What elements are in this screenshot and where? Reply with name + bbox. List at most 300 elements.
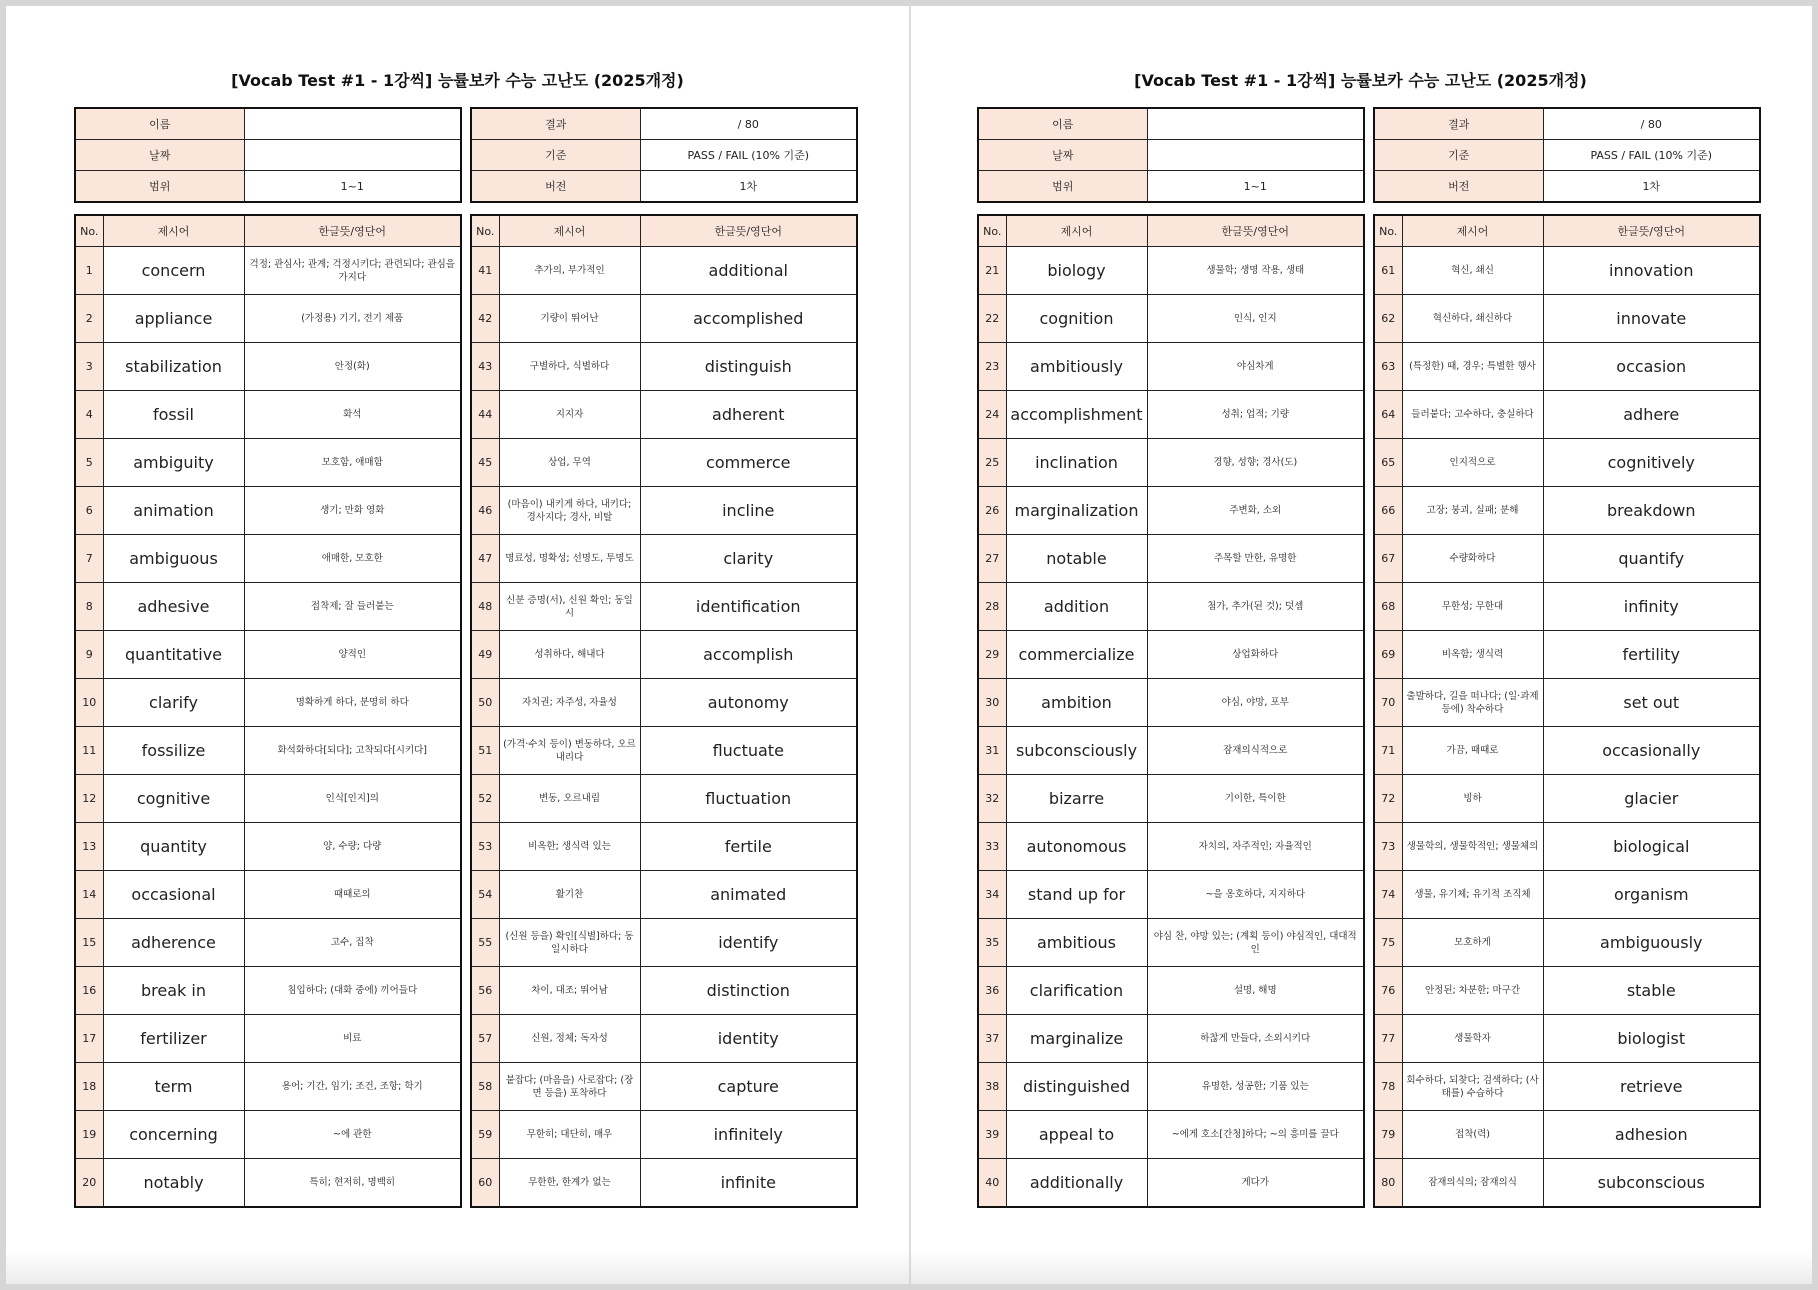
- row-number: 22: [978, 295, 1006, 343]
- table-row: [978, 1063, 1364, 1111]
- prompt-meaning: 모호하게: [1402, 919, 1543, 967]
- range-value: 1~1: [244, 171, 461, 203]
- row-number: 27: [978, 535, 1006, 583]
- row-number: 68: [1374, 583, 1402, 631]
- table-row: [1374, 1159, 1760, 1208]
- version-value: 1차: [640, 171, 857, 203]
- date-label: 날짜: [978, 140, 1147, 171]
- range-value: 1~1: [1147, 171, 1364, 203]
- page-right: [909, 6, 1812, 1284]
- table-row: [978, 919, 1364, 967]
- row-number: 64: [1374, 391, 1402, 439]
- table-row: [978, 535, 1364, 583]
- table-row: [75, 343, 461, 391]
- table-row: [471, 391, 857, 439]
- prompt-meaning: 가끔, 때때로: [1402, 727, 1543, 775]
- prompt-meaning: 수량화하다: [1402, 535, 1543, 583]
- answer-meaning: 화석: [244, 391, 461, 439]
- answer-word: ambiguously: [1543, 919, 1760, 967]
- prompt-word: ambition: [1006, 679, 1147, 727]
- answer-meaning: 걱정; 관심사; 관계; 걱정시키다; 관련되다; 관심을 가지다: [244, 247, 461, 295]
- version-value: 1차: [1543, 171, 1760, 203]
- answer-meaning: ~에 관한: [244, 1111, 461, 1159]
- answer-meaning: 양, 수량; 다량: [244, 823, 461, 871]
- header-answer: 한글뜻/영단어: [1543, 215, 1760, 247]
- answer-meaning: 인식, 인지: [1147, 295, 1364, 343]
- row-number: 70: [1374, 679, 1402, 727]
- prompt-meaning: 비옥한; 생식력 있는: [499, 823, 640, 871]
- prompt-word: stabilization: [103, 343, 244, 391]
- row-number: 14: [75, 871, 103, 919]
- row-number: 26: [978, 487, 1006, 535]
- row-number: 5: [75, 439, 103, 487]
- answer-meaning: 주변화, 소외: [1147, 487, 1364, 535]
- prompt-meaning: 회수하다, 되찾다; 검색하다; (사태를) 수습하다: [1402, 1063, 1543, 1111]
- answer-word: identification: [640, 583, 857, 631]
- prompt-word: ambitious: [1006, 919, 1147, 967]
- answer-word: clarity: [640, 535, 857, 583]
- answer-meaning: 야심, 야망, 포부: [1147, 679, 1364, 727]
- header-no: No.: [978, 215, 1006, 247]
- prompt-word: stand up for: [1006, 871, 1147, 919]
- row-number: 80: [1374, 1159, 1402, 1208]
- table-row: [75, 1063, 461, 1111]
- prompt-meaning: 무한히; 대단히, 매우: [499, 1111, 640, 1159]
- answer-meaning: 야심 찬, 야망 있는; (계획 등이) 야심적인, 대대적인: [1147, 919, 1364, 967]
- vocab-table-1-20: [74, 214, 462, 1208]
- table-row: [471, 871, 857, 919]
- row-number: 76: [1374, 967, 1402, 1015]
- answer-meaning: 유명한, 성공한; 기품 있는: [1147, 1063, 1364, 1111]
- table-row: [1374, 295, 1760, 343]
- answer-word: stable: [1543, 967, 1760, 1015]
- answer-meaning: (가정용) 기기, 전기 제품: [244, 295, 461, 343]
- row-number: 59: [471, 1111, 499, 1159]
- name-label: 이름: [75, 108, 244, 140]
- answer-meaning: 게다가: [1147, 1159, 1364, 1208]
- row-number: 24: [978, 391, 1006, 439]
- result-value: / 80: [1543, 108, 1760, 140]
- prompt-word: appliance: [103, 295, 244, 343]
- table-row: [1374, 775, 1760, 823]
- row-number: 51: [471, 727, 499, 775]
- table-row: [75, 1159, 461, 1208]
- row-number: 62: [1374, 295, 1402, 343]
- prompt-word: term: [103, 1063, 244, 1111]
- row-number: 3: [75, 343, 103, 391]
- table-row: [471, 775, 857, 823]
- answer-meaning: 자치의, 자주적인; 자율적인: [1147, 823, 1364, 871]
- prompt-word: commercialize: [1006, 631, 1147, 679]
- answer-word: innovation: [1543, 247, 1760, 295]
- row-number: 43: [471, 343, 499, 391]
- prompt-word: cognition: [1006, 295, 1147, 343]
- table-row: [978, 679, 1364, 727]
- row-number: 39: [978, 1111, 1006, 1159]
- row-number: 71: [1374, 727, 1402, 775]
- table-row: [471, 247, 857, 295]
- prompt-word: ambiguity: [103, 439, 244, 487]
- prompt-meaning: 붙잡다; (마음을) 사로잡다; (장면 등을) 포착하다: [499, 1063, 640, 1111]
- prompt-word: ambiguous: [103, 535, 244, 583]
- date-field[interactable]: [244, 140, 461, 171]
- answer-word: breakdown: [1543, 487, 1760, 535]
- answer-word: infinitely: [640, 1111, 857, 1159]
- row-number: 31: [978, 727, 1006, 775]
- row-number: 58: [471, 1063, 499, 1111]
- prompt-word: cognitive: [103, 775, 244, 823]
- row-number: 28: [978, 583, 1006, 631]
- prompt-word: clarify: [103, 679, 244, 727]
- table-row: [75, 391, 461, 439]
- prompt-meaning: 지지자: [499, 391, 640, 439]
- prompt-word: marginalize: [1006, 1015, 1147, 1063]
- page-title: [Vocab Test #1 - 1강씩] 능률보카 수능 고난도 (2025개정): [1134, 71, 1587, 90]
- name-label: 이름: [978, 108, 1147, 140]
- prompt-meaning: 들러붙다; 고수하다, 충실하다: [1402, 391, 1543, 439]
- answer-word: adherent: [640, 391, 857, 439]
- table-row: [75, 871, 461, 919]
- answer-meaning: 야심차게: [1147, 343, 1364, 391]
- result-label: 결과: [1374, 108, 1543, 140]
- prompt-meaning: 인지적으로: [1402, 439, 1543, 487]
- table-row: [471, 1015, 857, 1063]
- answer-word: additional: [640, 247, 857, 295]
- answer-word: quantify: [1543, 535, 1760, 583]
- row-number: 72: [1374, 775, 1402, 823]
- table-row: [978, 775, 1364, 823]
- row-number: 55: [471, 919, 499, 967]
- row-number: 29: [978, 631, 1006, 679]
- table-row: [1374, 871, 1760, 919]
- row-number: 44: [471, 391, 499, 439]
- row-number: 11: [75, 727, 103, 775]
- row-number: 65: [1374, 439, 1402, 487]
- result-table-left: [470, 107, 858, 203]
- answer-meaning: 기이한, 특이한: [1147, 775, 1364, 823]
- prompt-meaning: 혁신, 쇄신: [1402, 247, 1543, 295]
- answer-meaning: 설명, 해명: [1147, 967, 1364, 1015]
- prompt-meaning: 신원, 정체; 독자성: [499, 1015, 640, 1063]
- vocab-table-21-40: [977, 214, 1365, 1208]
- table-row: [471, 919, 857, 967]
- answer-meaning: 모호함, 애매함: [244, 439, 461, 487]
- table-row: [471, 967, 857, 1015]
- row-number: 1: [75, 247, 103, 295]
- table-row: [1374, 967, 1760, 1015]
- vocab-table-41-60: [470, 214, 858, 1208]
- prompt-meaning: 구별하다, 식별하다: [499, 343, 640, 391]
- answer-word: autonomy: [640, 679, 857, 727]
- result-value: / 80: [640, 108, 857, 140]
- prompt-word: bizarre: [1006, 775, 1147, 823]
- prompt-word: accomplishment: [1006, 391, 1147, 439]
- prompt-meaning: 혁신하다, 쇄신하다: [1402, 295, 1543, 343]
- prompt-word: concerning: [103, 1111, 244, 1159]
- table-row: [1374, 679, 1760, 727]
- row-number: 8: [75, 583, 103, 631]
- answer-meaning: 비료: [244, 1015, 461, 1063]
- row-number: 18: [75, 1063, 103, 1111]
- row-number: 7: [75, 535, 103, 583]
- criteria-label: 기준: [471, 140, 640, 171]
- header-answer: 한글뜻/영단어: [1147, 215, 1364, 247]
- table-row: [978, 295, 1364, 343]
- answer-word: occasion: [1543, 343, 1760, 391]
- prompt-word: quantity: [103, 823, 244, 871]
- header-prompt: 제시어: [1006, 215, 1147, 247]
- table-row: [471, 1111, 857, 1159]
- row-number: 20: [75, 1159, 103, 1208]
- prompt-meaning: 상업, 무역: [499, 439, 640, 487]
- date-label: 날짜: [75, 140, 244, 171]
- answer-word: capture: [640, 1063, 857, 1111]
- row-number: 42: [471, 295, 499, 343]
- name-field[interactable]: [1147, 108, 1364, 140]
- table-row: [75, 727, 461, 775]
- table-row: [75, 631, 461, 679]
- row-number: 75: [1374, 919, 1402, 967]
- prompt-word: adherence: [103, 919, 244, 967]
- prompt-word: autonomous: [1006, 823, 1147, 871]
- table-header-row: [978, 215, 1364, 247]
- table-row: [75, 1111, 461, 1159]
- row-number: 9: [75, 631, 103, 679]
- row-number: 67: [1374, 535, 1402, 583]
- row-number: 12: [75, 775, 103, 823]
- answer-word: organism: [1543, 871, 1760, 919]
- prompt-meaning: 무한성; 무한대: [1402, 583, 1543, 631]
- table-row: [471, 1063, 857, 1111]
- answer-word: identity: [640, 1015, 857, 1063]
- header-answer: 한글뜻/영단어: [640, 215, 857, 247]
- row-number: 19: [75, 1111, 103, 1159]
- table-row: [471, 343, 857, 391]
- row-number: 6: [75, 487, 103, 535]
- prompt-meaning: 명료성, 명확성; 선명도, 투명도: [499, 535, 640, 583]
- name-field[interactable]: [244, 108, 461, 140]
- prompt-meaning: 활기찬: [499, 871, 640, 919]
- answer-word: set out: [1543, 679, 1760, 727]
- row-number: 35: [978, 919, 1006, 967]
- answer-word: accomplished: [640, 295, 857, 343]
- table-row: [1374, 391, 1760, 439]
- header-prompt: 제시어: [1402, 215, 1543, 247]
- answer-word: infinity: [1543, 583, 1760, 631]
- version-label: 버전: [1374, 171, 1543, 203]
- row-number: 32: [978, 775, 1006, 823]
- table-row: [1374, 439, 1760, 487]
- prompt-meaning: 고장; 붕괴, 실패; 분해: [1402, 487, 1543, 535]
- prompt-meaning: (특정한) 때, 경우; 특별한 행사: [1402, 343, 1543, 391]
- answer-meaning: ~을 옹호하다, 지지하다: [1147, 871, 1364, 919]
- row-number: 10: [75, 679, 103, 727]
- answer-meaning: 첨가, 추가(된 것); 덧셈: [1147, 583, 1364, 631]
- prompt-word: fossil: [103, 391, 244, 439]
- prompt-meaning: 차이, 대조; 뛰어남: [499, 967, 640, 1015]
- answer-word: fertility: [1543, 631, 1760, 679]
- prompt-word: animation: [103, 487, 244, 535]
- row-number: 53: [471, 823, 499, 871]
- prompt-meaning: 빙하: [1402, 775, 1543, 823]
- row-number: 23: [978, 343, 1006, 391]
- prompt-word: notable: [1006, 535, 1147, 583]
- row-number: 17: [75, 1015, 103, 1063]
- table-row: [75, 823, 461, 871]
- prompt-meaning: (신원 등을) 확인[식별]하다; 동일시하다: [499, 919, 640, 967]
- table-row: [1374, 1015, 1760, 1063]
- prompt-meaning: 생물, 유기체; 유기적 조직체: [1402, 871, 1543, 919]
- answer-meaning: 경향, 성향; 경사(도): [1147, 439, 1364, 487]
- range-label: 범위: [75, 171, 244, 203]
- answer-meaning: 때때로의: [244, 871, 461, 919]
- version-label: 버전: [471, 171, 640, 203]
- table-header-row: [471, 215, 857, 247]
- row-number: 56: [471, 967, 499, 1015]
- answer-meaning: ~에게 호소[간청]하다; ~의 흥미를 끌다: [1147, 1111, 1364, 1159]
- table-header-row: [1374, 215, 1760, 247]
- row-number: 49: [471, 631, 499, 679]
- row-number: 37: [978, 1015, 1006, 1063]
- criteria-value: PASS / FAIL (10% 기준): [1543, 140, 1760, 171]
- prompt-word: subconsciously: [1006, 727, 1147, 775]
- prompt-meaning: 잠재의식의; 잠재의식: [1402, 1159, 1543, 1208]
- answer-word: fluctuation: [640, 775, 857, 823]
- prompt-word: concern: [103, 247, 244, 295]
- table-row: [978, 871, 1364, 919]
- prompt-meaning: 생물학의, 생물학적인; 생물체의: [1402, 823, 1543, 871]
- answer-meaning: 애매한, 모호한: [244, 535, 461, 583]
- table-row: [471, 631, 857, 679]
- answer-word: occasionally: [1543, 727, 1760, 775]
- prompt-meaning: (마음이) 내키게 하다, 내키다; 경사지다; 경사, 비탈: [499, 487, 640, 535]
- result-table-right: [1373, 107, 1761, 203]
- answer-word: adhere: [1543, 391, 1760, 439]
- row-number: 78: [1374, 1063, 1402, 1111]
- answer-word: fertile: [640, 823, 857, 871]
- table-row: [1374, 823, 1760, 871]
- table-row: [1374, 487, 1760, 535]
- answer-word: identify: [640, 919, 857, 967]
- table-row: [978, 487, 1364, 535]
- table-row: [978, 1159, 1364, 1208]
- row-number: 15: [75, 919, 103, 967]
- row-number: 41: [471, 247, 499, 295]
- header-answer: 한글뜻/영단어: [244, 215, 461, 247]
- answer-word: adhesion: [1543, 1111, 1760, 1159]
- vocab-table-61-80: [1373, 214, 1761, 1208]
- prompt-word: appeal to: [1006, 1111, 1147, 1159]
- criteria-label: 기준: [1374, 140, 1543, 171]
- prompt-word: distinguished: [1006, 1063, 1147, 1111]
- table-row: [75, 679, 461, 727]
- table-row: [471, 727, 857, 775]
- header-no: No.: [1374, 215, 1402, 247]
- answer-word: fluctuate: [640, 727, 857, 775]
- answer-word: innovate: [1543, 295, 1760, 343]
- table-row: [75, 967, 461, 1015]
- prompt-word: quantitative: [103, 631, 244, 679]
- row-number: 33: [978, 823, 1006, 871]
- prompt-meaning: 생물학자: [1402, 1015, 1543, 1063]
- table-row: [75, 247, 461, 295]
- table-row: [978, 247, 1364, 295]
- row-number: 66: [1374, 487, 1402, 535]
- prompt-word: biology: [1006, 247, 1147, 295]
- row-number: 46: [471, 487, 499, 535]
- row-number: 48: [471, 583, 499, 631]
- table-header-row: [75, 215, 461, 247]
- row-number: 4: [75, 391, 103, 439]
- answer-word: incline: [640, 487, 857, 535]
- answer-meaning: 고수, 집착: [244, 919, 461, 967]
- answer-word: subconscious: [1543, 1159, 1760, 1208]
- row-number: 77: [1374, 1015, 1402, 1063]
- row-number: 2: [75, 295, 103, 343]
- prompt-word: ambitiously: [1006, 343, 1147, 391]
- header-no: No.: [75, 215, 103, 247]
- table-row: [75, 583, 461, 631]
- prompt-meaning: 신분 증명(서), 신원 확인; 동일시: [499, 583, 640, 631]
- answer-word: commerce: [640, 439, 857, 487]
- answer-meaning: 생물학; 생명 작용, 생태: [1147, 247, 1364, 295]
- answer-meaning: 특히; 현저히, 명백히: [244, 1159, 461, 1208]
- table-row: [471, 583, 857, 631]
- row-number: 45: [471, 439, 499, 487]
- table-row: [1374, 343, 1760, 391]
- table-row: [75, 919, 461, 967]
- page-title: [Vocab Test #1 - 1강씩] 능률보카 수능 고난도 (2025개정): [231, 71, 684, 90]
- answer-meaning: 생기; 만화 영화: [244, 487, 461, 535]
- prompt-meaning: 기량이 뛰어난: [499, 295, 640, 343]
- date-field[interactable]: [1147, 140, 1364, 171]
- row-number: 30: [978, 679, 1006, 727]
- table-row: [1374, 919, 1760, 967]
- prompt-word: additionally: [1006, 1159, 1147, 1208]
- prompt-word: clarification: [1006, 967, 1147, 1015]
- table-row: [1374, 247, 1760, 295]
- prompt-meaning: 자치권; 자주성, 자율성: [499, 679, 640, 727]
- prompt-word: addition: [1006, 583, 1147, 631]
- row-number: 73: [1374, 823, 1402, 871]
- table-row: [75, 295, 461, 343]
- answer-word: retrieve: [1543, 1063, 1760, 1111]
- prompt-meaning: 접착(력): [1402, 1111, 1543, 1159]
- row-number: 57: [471, 1015, 499, 1063]
- row-number: 74: [1374, 871, 1402, 919]
- row-number: 54: [471, 871, 499, 919]
- table-row: [471, 1159, 857, 1208]
- table-row: [1374, 1063, 1760, 1111]
- row-number: 52: [471, 775, 499, 823]
- answer-meaning: 주목할 만한, 유명한: [1147, 535, 1364, 583]
- table-row: [978, 343, 1364, 391]
- table-row: [1374, 631, 1760, 679]
- table-row: [75, 1015, 461, 1063]
- answer-meaning: 상업화하다: [1147, 631, 1364, 679]
- answer-meaning: 침입하다; (대화 중에) 끼어들다: [244, 967, 461, 1015]
- answer-meaning: 안정(화): [244, 343, 461, 391]
- answer-meaning: 명확하게 하다, 분명히 하다: [244, 679, 461, 727]
- prompt-word: break in: [103, 967, 244, 1015]
- row-number: 61: [1374, 247, 1402, 295]
- table-row: [978, 967, 1364, 1015]
- answer-meaning: 접착제; 잘 들러붙는: [244, 583, 461, 631]
- table-row: [471, 439, 857, 487]
- prompt-meaning: 출발하다, 길을 떠나다; (일·과제 등에) 착수하다: [1402, 679, 1543, 727]
- prompt-word: adhesive: [103, 583, 244, 631]
- prompt-meaning: 안정된; 차분한; 마구간: [1402, 967, 1543, 1015]
